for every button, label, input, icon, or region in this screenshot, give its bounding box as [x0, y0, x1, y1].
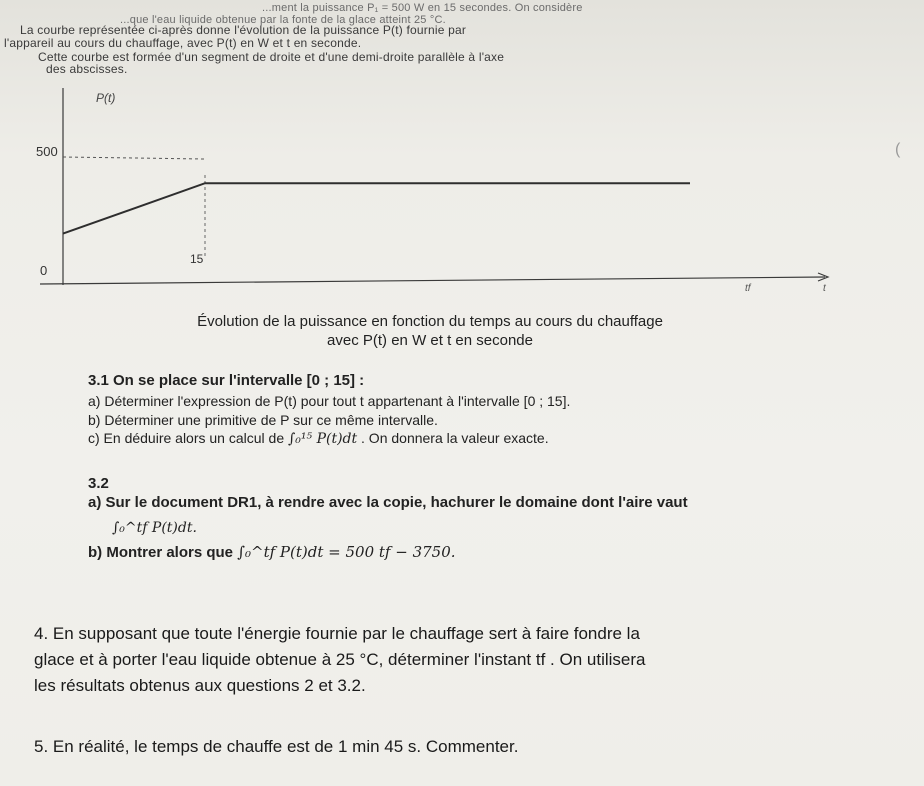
intro-line-1: ...ment la puissance P₁ = 500 W en 15 secondes. On considère	[262, 2, 583, 14]
intro-line-5: Cette courbe est formée d'un segment de droite et d'une demi-droite parallèle à l'axe	[38, 50, 505, 64]
intro-line-2: ...que l'eau liquide obtenue par la fonte de la glace atteint 25 °C.	[120, 14, 446, 26]
question-3-2-a: a) Sur le document DR1, à rendre avec la copie, hachurer le domaine dont l'aire vaut	[88, 494, 688, 511]
x-tick-15: 15	[190, 252, 204, 266]
question-3-1-c-suffix: . On donnera la valeur exacte.	[357, 430, 549, 446]
x-axis	[40, 277, 825, 284]
section-3-1-heading: 3.1 On se place sur l'intervalle [0 ; 15] :	[88, 372, 365, 389]
power-graph	[0, 70, 860, 295]
question-3-1-b: b) Déterminer une primitive de P sur ce même intervalle.	[88, 412, 438, 428]
question-4-line-1: 4. En supposant que toute l'énergie fournie par le chauffage sert à faire fondre la	[34, 624, 640, 643]
question-3-1-c	[88, 430, 549, 447]
graph-caption-units: avec P(t) en W et t en seconde	[327, 332, 533, 349]
intro-line-6: des abscisses.	[46, 62, 128, 76]
question-3-2-b	[88, 543, 456, 561]
y-axis-label: P(t)	[96, 91, 116, 105]
integral-0-tf: ∫₀^tf P(t)dt.	[112, 520, 197, 536]
section-3-2-heading: 3.2	[88, 475, 109, 492]
power-curve	[63, 183, 690, 233]
x-tick-tf: tf	[745, 283, 751, 294]
question-3-1-a: a) Déterminer l'expression de P(t) pour tout t appartenant à l'intervalle [0 ; 15].	[88, 393, 571, 409]
question-5: 5. En réalité, le temps de chauffe est de 1 min 45 s. Commenter.	[34, 737, 519, 756]
question-4-line-2: glace et à porter l'eau liquide obtenue à 25 °C, déterminer l'instant tf . On utilisera	[34, 650, 646, 669]
integral-0-15: ∫₀¹⁵ P(t)dt	[288, 431, 358, 447]
y-tick-500: 500	[36, 144, 58, 159]
graph-caption-title: Évolution de la puissance en fonction du temps au cours du chauffage	[197, 313, 663, 330]
level-500-guide	[63, 157, 205, 159]
intro-line-3: La courbe représentée ci-après donne l'évolution de la puissance P(t) fournie par	[20, 23, 467, 37]
intro-line-4: l'appareil au cours du chauffage, avec P(t) en W et t en seconde.	[4, 36, 362, 50]
equation-500tf: ∫₀^tf P(t)dt = 500 tf − 3750.	[237, 543, 456, 561]
question-4-line-3: les résultats obtenus aux questions 2 et 3.2.	[34, 676, 366, 695]
question-3-2-b-prefix: b) Montrer alors que	[88, 544, 238, 561]
margin-mark: (	[895, 141, 901, 158]
question-3-1-c-prefix: c) En déduire alors un calcul de	[88, 430, 288, 446]
x-axis-label: t	[823, 283, 826, 294]
origin-label: 0	[40, 263, 48, 278]
